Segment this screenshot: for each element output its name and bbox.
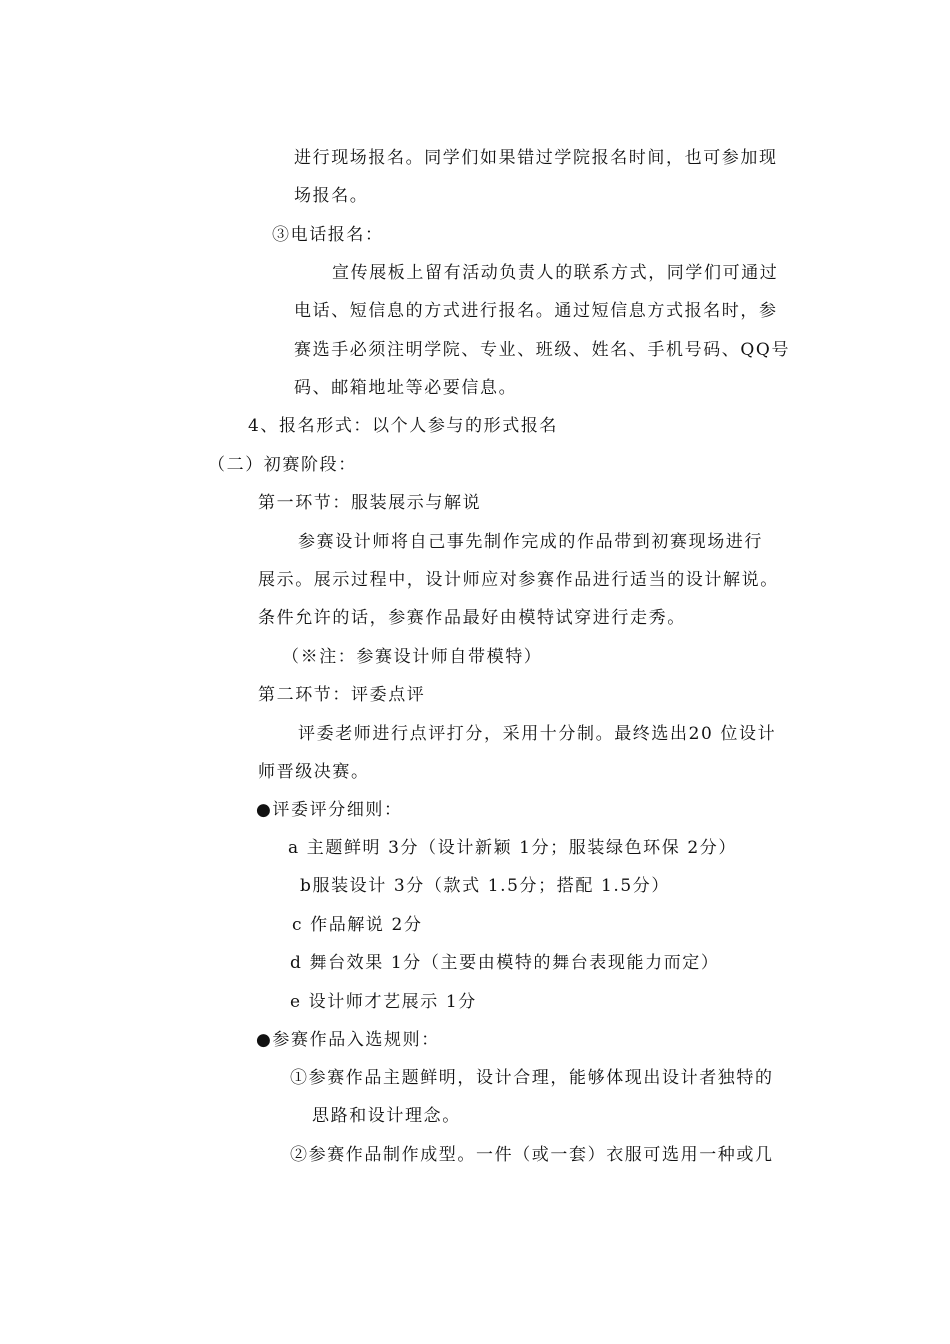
part1-note: （※注：参赛设计师自带模特） <box>282 647 543 667</box>
rule-1-line-1: ①参赛作品主题鲜明，设计合理，能够体现出设计者独特的 <box>290 1068 774 1088</box>
scoring-heading: ●评委评分细则： <box>256 800 403 820</box>
part2-line-2: 师晋级决赛。 <box>258 762 370 782</box>
part1-line-2: 展示。展示过程中，设计师应对参赛作品进行适当的设计解说。 <box>258 570 779 590</box>
phone-signup-line-3: 赛选手必须注明学院、专业、班级、姓名、手机号码、QQ号 <box>294 340 791 360</box>
phone-signup-line-2: 电话、短信息的方式进行报名。通过短信息方式报名时，参 <box>294 301 778 321</box>
part1-line-3: 条件允许的话，参赛作品最好由模特试穿进行走秀。 <box>258 608 686 628</box>
part1-line-1: 参赛设计师将自己事先制作完成的作品带到初赛现场进行 <box>298 532 763 552</box>
scoring-item-d: d 舞台效果 1分（主要由模特的舞台表现能力而定） <box>290 953 720 973</box>
signup-form-item: 4、报名形式：以个人参与的形式报名 <box>248 416 559 436</box>
scoring-item-e: e 设计师才艺展示 1分 <box>290 992 477 1012</box>
phone-signup-heading: ③电话报名： <box>272 225 384 245</box>
scoring-item-a: a 主题鲜明 3分（设计新颖 1分；服装绿色环保 2分） <box>288 838 737 858</box>
rule-2-line-1: ②参赛作品制作成型。一件（或一套）衣服可选用一种或几 <box>290 1145 774 1165</box>
part2-title: 第二环节：评委点评 <box>258 685 426 705</box>
phone-signup-line-1: 宣传展板上留有活动负责人的联系方式，同学们可通过 <box>332 263 779 283</box>
prelim-stage-heading: （二）初赛阶段： <box>208 455 357 475</box>
rules-heading: ●参赛作品入选规则： <box>256 1030 440 1050</box>
scoring-item-c: c 作品解说 2分 <box>292 915 423 935</box>
onsite-signup-line-2: 场报名。 <box>294 186 369 206</box>
phone-signup-line-4: 码、邮箱地址等必要信息。 <box>294 378 518 398</box>
part2-line-1: 评委老师进行点评打分，采用十分制。最终选出20 位设计 <box>298 724 777 744</box>
onsite-signup-line-1: 进行现场报名。同学们如果错过学院报名时间，也可参加现 <box>294 148 778 168</box>
scoring-item-b: b服装设计 3分（款式 1.5分；搭配 1.5分） <box>300 876 670 896</box>
rule-1-line-2: 思路和设计理念。 <box>312 1106 461 1126</box>
part1-title: 第一环节：服装展示与解说 <box>258 493 482 513</box>
